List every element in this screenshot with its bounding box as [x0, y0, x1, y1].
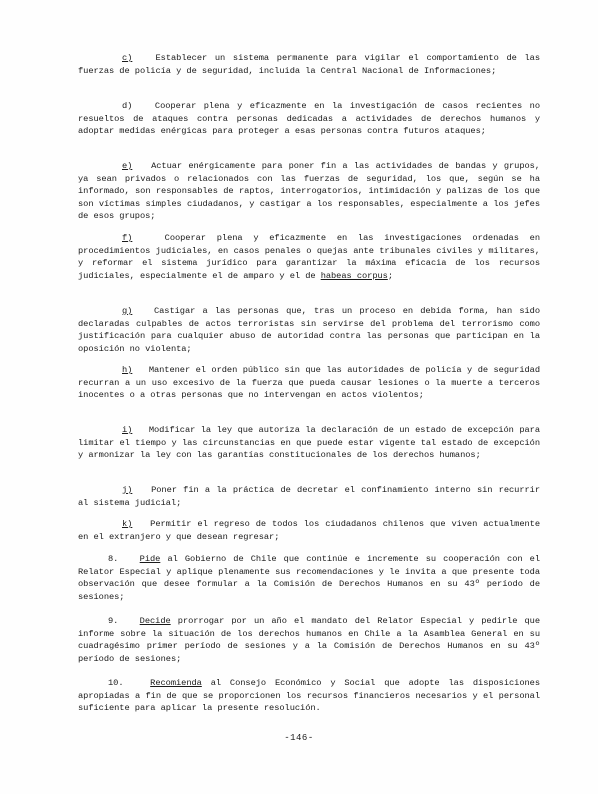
item-label-i: i) [122, 425, 133, 435]
paragraph-e [78, 160, 540, 223]
paragraph-i [78, 424, 540, 462]
habeas-corpus-term: habeas corpus [320, 270, 388, 281]
item-text-e: Actuar enérgicamente para poner fin a las actividades de bandas y grupos, ya sean privados o relacionados con las fuerzas de seguridad, los que, según se ha informado, son responsables de raptos, interrogatorios, intimidación y palizas de los que son víctimas simples ciudadanos, y castigar a los responsables, especialmente a los jefes de esos grupos; [78, 161, 540, 222]
paragraph-number-9: 9. [108, 616, 119, 626]
item-text-h: Mantener el orden público sin que las autoridades de policía y de seguridad recurran a un uso excesivo de la fuerza que pueda causar lesiones o la muerte a terceros inocentes o a otras personas que no intervengan en actos violentos; [78, 365, 540, 401]
paragraph-f [78, 232, 540, 282]
paragraph-text-9: prorrogar por un año el mandato del Relator Especial y pedirle que informe sobre la situación de los derechos humanos en Chile a la Asamblea General en su cuadragésimo primer período de sesiones y a la Comisión de Derechos Humanos en su 43º período de sesiones; [78, 616, 540, 664]
item-label-f: f) [122, 233, 133, 243]
operative-verb-recomienda: Recomienda [150, 678, 202, 688]
item-text-k: Permitir el regreso de todos los ciudadanos chilenos que viven actualmente en el extranjero y que desean regresar; [78, 519, 540, 542]
paragraph-g [78, 305, 540, 355]
item-label-g: g) [122, 306, 133, 316]
item-text-g: Castigar a las personas que, tras un proceso en debida forma, han sido declaradas culpables de actos terroristas sin servirse del problema del terrorismo como justificación para cualquier abuso de autoridad contra las personas que participan en la oposición no violenta; [78, 306, 540, 354]
paragraph-text-8: al Gobierno de Chile que continúe e incremente su cooperación con el Relator Especial y aplique plenamente sus recomendaciones y le invita a que presente toda observación que desee formular a la Comisión de Derechos Humanos en su 43º período de sesiones; [78, 554, 540, 602]
paragraph-8 [78, 553, 540, 603]
item-label-c: c) [122, 53, 133, 63]
paragraph-j [78, 484, 540, 509]
paragraph-number-8: 8. [108, 554, 119, 564]
operative-verb-decide: Decide [139, 616, 171, 626]
paragraph-text-10: al Consejo Económico y Social que adopte las disposiciones apropiadas a fin de que se proporcionen los recursos financieros necesarios y el personal suficiente para aplicar la presente resolución. [78, 678, 540, 714]
page-number: -146- [284, 733, 314, 743]
paragraph-9 [78, 615, 540, 665]
item-text-j: Poner fin a la práctica de decretar el confinamiento interno sin recurrir al sistema judicial; [78, 485, 540, 508]
paragraph-c [78, 52, 540, 77]
item-text-i: Modificar la ley que autoriza la declaración de un estado de excepción para limitar el tiempo y las circunstancias en que puede estar vigente tal estado de excepción y armonizar la ley con las garantías constitucionales de los derechos humanos; [78, 425, 540, 461]
item-label-h: h) [122, 365, 133, 375]
item-text-f-end: ; [387, 270, 393, 281]
item-label-d: d) [122, 101, 133, 111]
item-text-f: Cooperar plena y eficazmente en las investigaciones ordenadas en procedimientos judiciales, en casos penales o quejas ante tribunales civiles y militares, y reformar el sistema jurídico para garantizar la máxima eficacia de los recursos judiciales, especialmente el de amparo y el de [78, 233, 540, 281]
item-label-k: k) [122, 519, 133, 529]
paragraph-h [78, 364, 540, 402]
item-label-j: j) [122, 485, 133, 495]
operative-verb-pide: Pide [139, 554, 161, 564]
item-text-c: Establecer un sistema permanente para vigilar el comportamiento de las fuerzas de policía y de seguridad, incluida la Central Nacional de Informaciones; [78, 53, 541, 76]
item-text-d: Cooperar plena y eficazmente en la investigación de casos recientes no resueltos de ataques contra personas dedicadas a actividades de derechos humanos y adoptar medidas enérgicas para proteger a esas personas contra futuros ataques; [78, 101, 540, 137]
paragraph-10 [78, 677, 540, 715]
paragraph-number-10: 10. [108, 678, 124, 688]
paragraph-k [78, 518, 540, 543]
paragraph-d [78, 100, 540, 138]
item-label-e: e) [122, 161, 133, 171]
